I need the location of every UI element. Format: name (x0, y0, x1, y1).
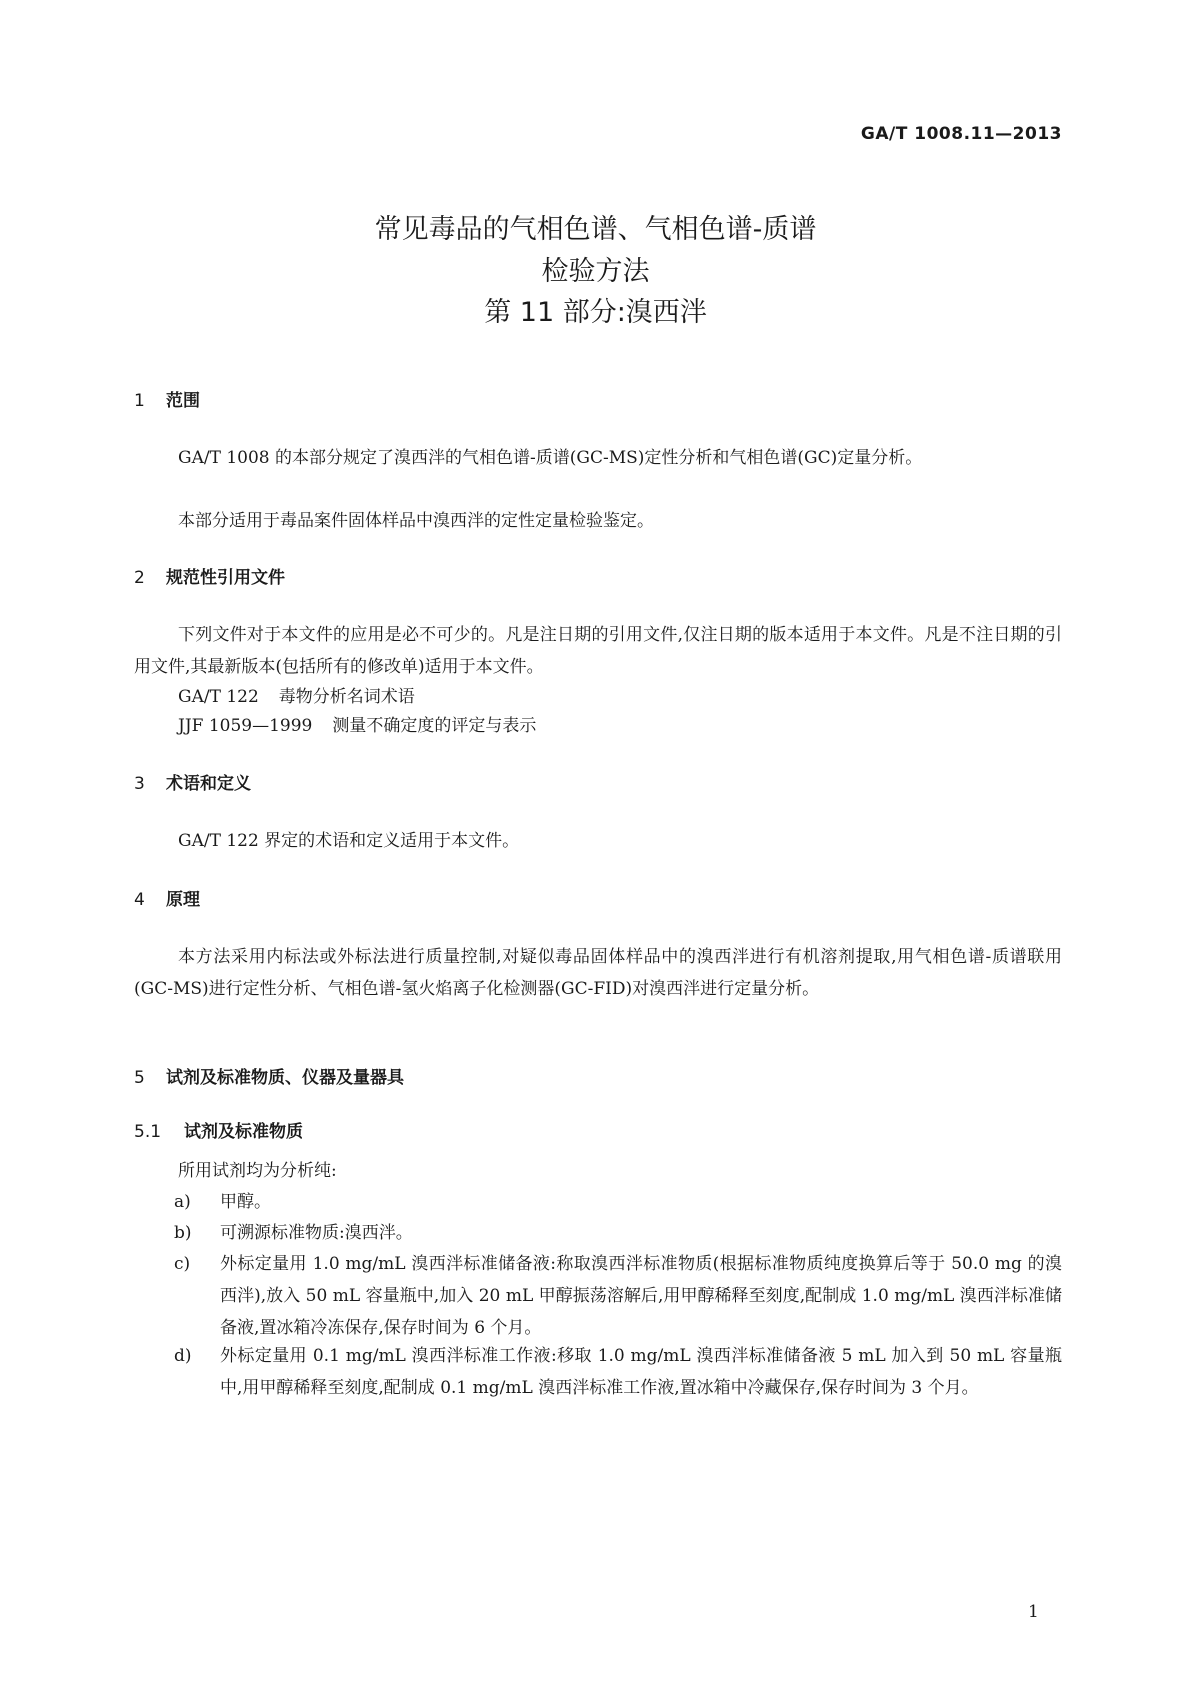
section-title: 原理 (166, 890, 200, 910)
section-number: 5.1 (134, 1122, 162, 1142)
section-number: 1 (134, 391, 145, 411)
list-item-label: b) (174, 1223, 192, 1243)
section-1-heading (134, 390, 200, 412)
document-number: GA/T 1008.11—2013 (860, 124, 1062, 144)
list-item (174, 1248, 1062, 1344)
section-2-heading (134, 567, 285, 589)
title-line-2: 检验方法 (541, 256, 650, 287)
paragraph: GA/T 122 界定的术语和定义适用于本文件。 (178, 831, 520, 851)
section-4-heading (134, 889, 200, 911)
list-item-label: a) (174, 1192, 191, 1212)
list-item (174, 1217, 1062, 1249)
list-item-text: 外标定量用 0.1 mg/mL 溴西泮标准工作液:移取 1.0 mg/mL 溴西泮标准储备液 5 mL 加入到 50 mL 容量瓶中,用甲醇稀释至刻度,配制成 0.1 mg/mL 溴西泮标准工作液,置冰箱中冷藏保存,保存时间为 3 个月。 (220, 1346, 1062, 1398)
paragraph: 下列文件对于本文件的应用是必不可少的。凡是注日期的引用文件,仅注日期的版本适用于本文件。凡是不注日期的引用文件,其最新版本(包括所有的修改单)适用于本文件。 (134, 625, 1062, 677)
title-line-1: 常见毒品的气相色谱、气相色谱-质谱 (374, 214, 817, 245)
title-line-3: 第 11 部分:溴西泮 (484, 297, 707, 328)
reference-code: GA/T 122 (178, 687, 259, 707)
list-intro: 所用试剂均为分析纯: (178, 1161, 337, 1181)
section-3-heading (134, 773, 251, 795)
section-title: 术语和定义 (166, 774, 251, 794)
section-number: 3 (134, 774, 145, 794)
section-number: 2 (134, 568, 145, 588)
section-title: 试剂及标准物质 (184, 1122, 303, 1142)
reference-code: JJF 1059—1999 (178, 716, 313, 736)
list-item (174, 1340, 1062, 1404)
list-item-label: d) (174, 1346, 192, 1366)
paragraph: 本部分适用于毒品案件固体样品中溴西泮的定性定量检验鉴定。 (178, 511, 654, 531)
list-item-text: 外标定量用 1.0 mg/mL 溴西泮标准储备液:称取溴西泮标准物质(根据标准物质纯度换算后等于 50.0 mg 的溴西泮),放入 50 mL 容量瓶中,加入 20 mL 甲醇振荡溶解后,用甲醇稀释至刻度,配制成 1.0 mg/mL 溴西泮标准储备液,置冰箱冷冻保存,保存时间为 6 个月。 (220, 1254, 1062, 1338)
list-item (174, 1186, 1062, 1218)
page-number: 1 (1028, 1602, 1039, 1622)
section-number: 5 (134, 1068, 145, 1088)
paragraph: 本方法采用内标法或外标法进行质量控制,对疑似毒品固体样品中的溴西泮进行有机溶剂提取,用气相色谱-质谱联用(GC-MS)进行定性分析、气相色谱-氢火焰离子化检测器(GC-FID)对溴西泮进行定量分析。 (134, 947, 1062, 999)
section-5-1-heading (134, 1121, 303, 1143)
section-title: 范围 (166, 391, 200, 411)
normative-reference (178, 681, 415, 713)
reference-title: 毒物分析名词术语 (278, 687, 415, 707)
section-title: 规范性引用文件 (166, 568, 285, 588)
normative-reference (178, 710, 536, 742)
section-number: 4 (134, 890, 145, 910)
reference-title: 测量不确定度的评定与表示 (332, 716, 537, 736)
list-item-text: 甲醇。 (220, 1192, 271, 1212)
list-item-label: c) (174, 1254, 191, 1274)
list-item-text: 可溯源标准物质:溴西泮。 (220, 1223, 413, 1243)
paragraph: GA/T 1008 的本部分规定了溴西泮的气相色谱-质谱(GC-MS)定性分析和气相色谱(GC)定量分析。 (178, 448, 923, 468)
section-title: 试剂及标准物质、仪器及量器具 (166, 1068, 404, 1088)
section-5-heading (134, 1067, 404, 1089)
